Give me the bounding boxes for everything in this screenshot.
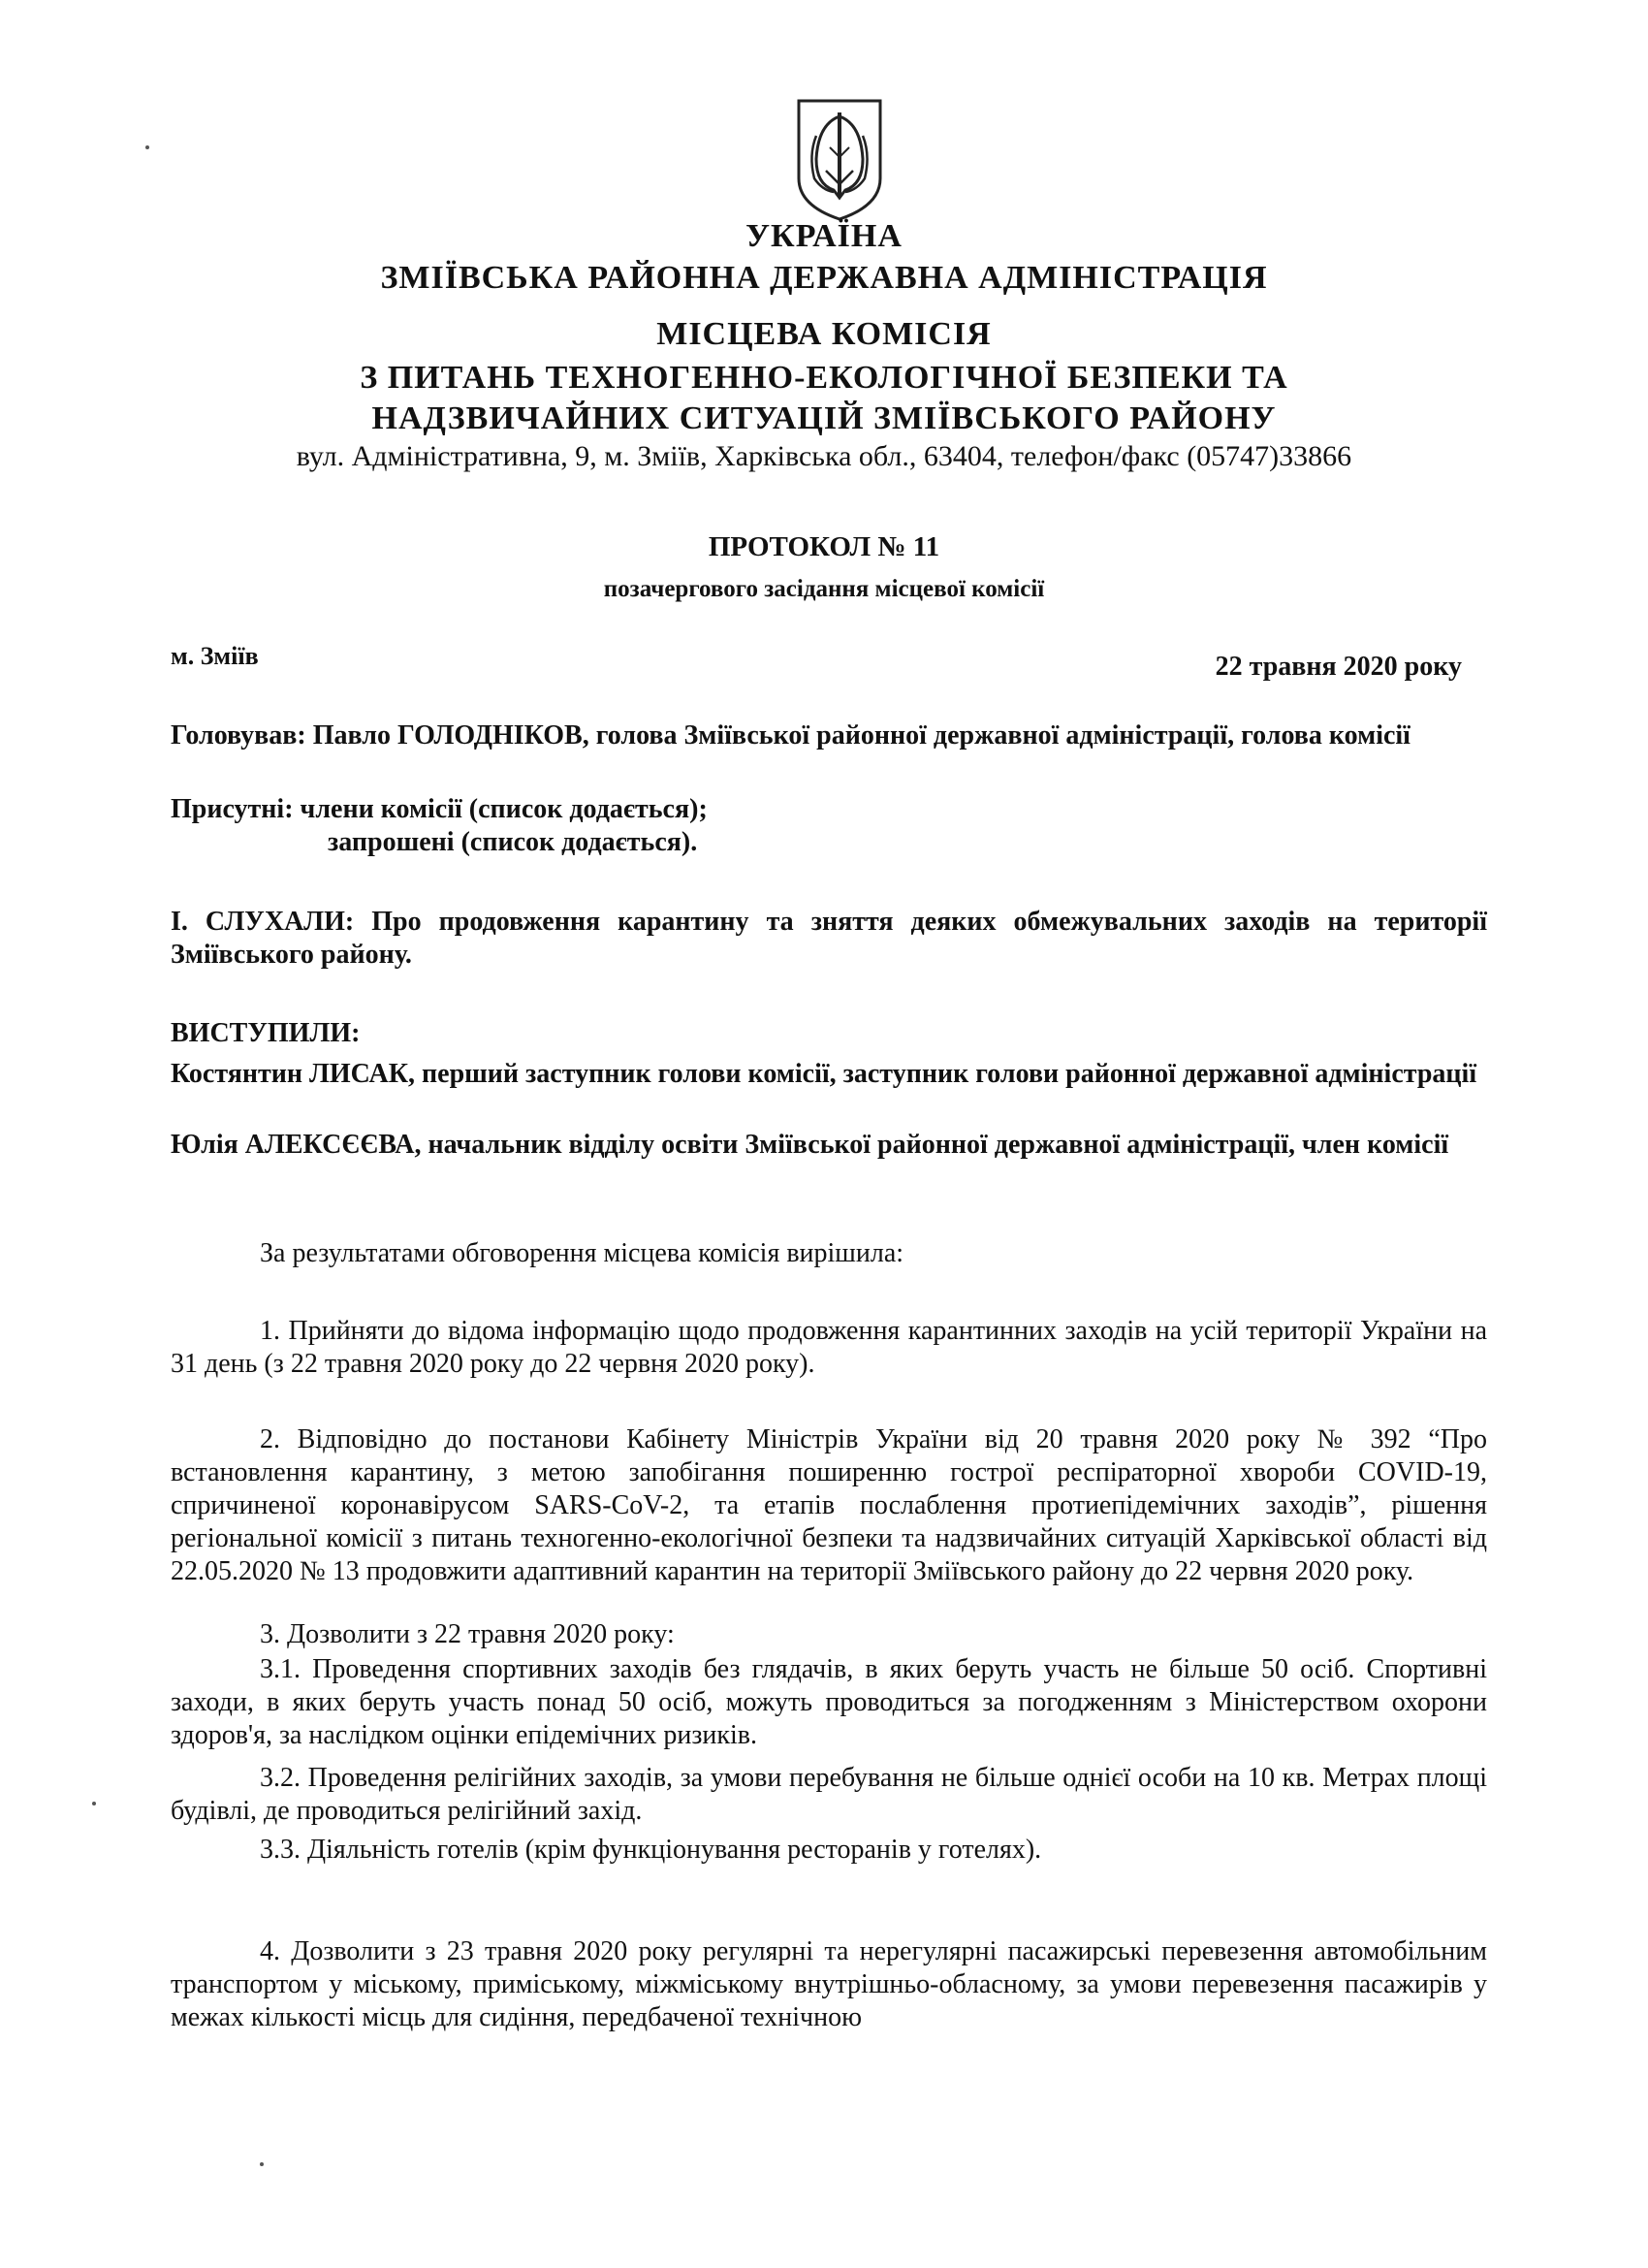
- decision-intro: За результатами обговорення місцева комісія вирішила:: [260, 1238, 904, 1268]
- header-commission-line2: З ПИТАНЬ ТЕХНОГЕННО-ЕКОЛОГІЧНОЇ БЕЗПЕКИ ТА: [360, 360, 1288, 396]
- header-commission-line3: НАДЗВИЧАЙНИХ СИТУАЦІЙ ЗМІЇВСЬКОГО РАЙОНУ: [371, 400, 1277, 436]
- speaker-2: Юлія АЛЕКСЄЄВА, начальник відділу освіти Зміївської районної державної адміністрації, член комісії: [171, 1130, 1449, 1160]
- scan-speck: [260, 2162, 264, 2166]
- decision-item-3: 3. Дозволити з 22 травня 2020 року:: [260, 1619, 675, 1649]
- present-members: Присутні: члени комісії (список додається);: [171, 794, 708, 824]
- speaker-1: Костянтин ЛИСАК, перший заступник голови комісії, заступник голови районної державної адміністрації: [171, 1059, 1477, 1089]
- decision-item-4: 4. Дозволити з 23 травня 2020 року регулярні та нерегулярні пасажирські перевезення автомобільним транспортом у міському, приміському, міжміському внутрішньо-обласному, за умови перевезення пасажирів у межах кількості місць для сидіння, передбаченої технічною: [171, 1936, 1487, 2032]
- protocol-subtitle: позачергового засідання місцевої комісії: [603, 576, 1045, 602]
- decision-item-2: 2. Відповідно до постанови Кабінету Міністрів України від 20 травня 2020 року № 392 “Про встановлення карантину, з метою запобігання поширенню гострої респіраторної хвороби COVID-19, спричиненої коронавірусом SARS-CoV-2, та етапів послаблення протиепідемічних заходів”, рішення регіональної комісії з питань техногенно-екологічної безпеки та надзвичайних ситуацій Харківської області від 22.05.2020 № 13 продовжити адаптивний карантин на території Зміївського району до 22 червня 2020 року.: [171, 1424, 1487, 1586]
- header-address: вул. Адміністративна, 9, м. Зміїв, Харківська обл., 63404, телефон/факс (05747)33866: [296, 440, 1352, 472]
- scan-speck: [92, 1802, 96, 1805]
- decision-item-1: 1. Прийняти до відома інформацію щодо продовження карантинних заходів на усій території України на 31 день (з 22 травня 2020 року до 22 червня 2020 року).: [171, 1316, 1487, 1379]
- header-administration: ЗМІЇВСЬКА РАЙОННА ДЕРЖАВНА АДМІНІСТРАЦІЯ: [380, 260, 1268, 296]
- protocol-place: м. Зміїв: [171, 642, 259, 670]
- invited-guests: запрошені (список додається).: [328, 827, 698, 857]
- decision-item-3-3: 3.3. Діяльність готелів (крім функціонування ресторанів у готелях).: [260, 1835, 1042, 1865]
- chaired-by: Головував: Павло ГОЛОДНІКОВ, голова Зміївської районної державної адміністрації, голова комісії: [171, 720, 1410, 751]
- heard-item: I. СЛУХАЛИ: Про продовження карантину та зняття деяких обмежувальних заходів на території Зміївського району.: [171, 907, 1487, 970]
- header-country: УКРАЇНА: [745, 218, 903, 254]
- decision-item-3-2: 3.2. Проведення релігійних заходів, за умови перебування не більше однієї особи на 10 кв. Метрах площі будівлі, де проводиться релігійний захід.: [171, 1763, 1487, 1826]
- spoke-heading: ВИСТУПИЛИ:: [171, 1018, 361, 1048]
- coat-of-arms-icon: [795, 97, 884, 223]
- header-commission-line1: МІСЦЕВА КОМІСІЯ: [656, 316, 992, 352]
- decision-item-3-1: 3.1. Проведення спортивних заходів без глядачів, в яких беруть участь не більше 50 осіб. Спортивні заходи, в яких беруть участь понад 50 осіб, можуть проводиться за погодженням з Міністерством охорони здоров'я, за наслідком оцінки епідемічних ризиків.: [171, 1654, 1487, 1750]
- protocol-title: ПРОТОКОЛ № 11: [708, 531, 940, 562]
- protocol-date: 22 травня 2020 року: [1215, 652, 1462, 682]
- scan-speck: [145, 145, 149, 149]
